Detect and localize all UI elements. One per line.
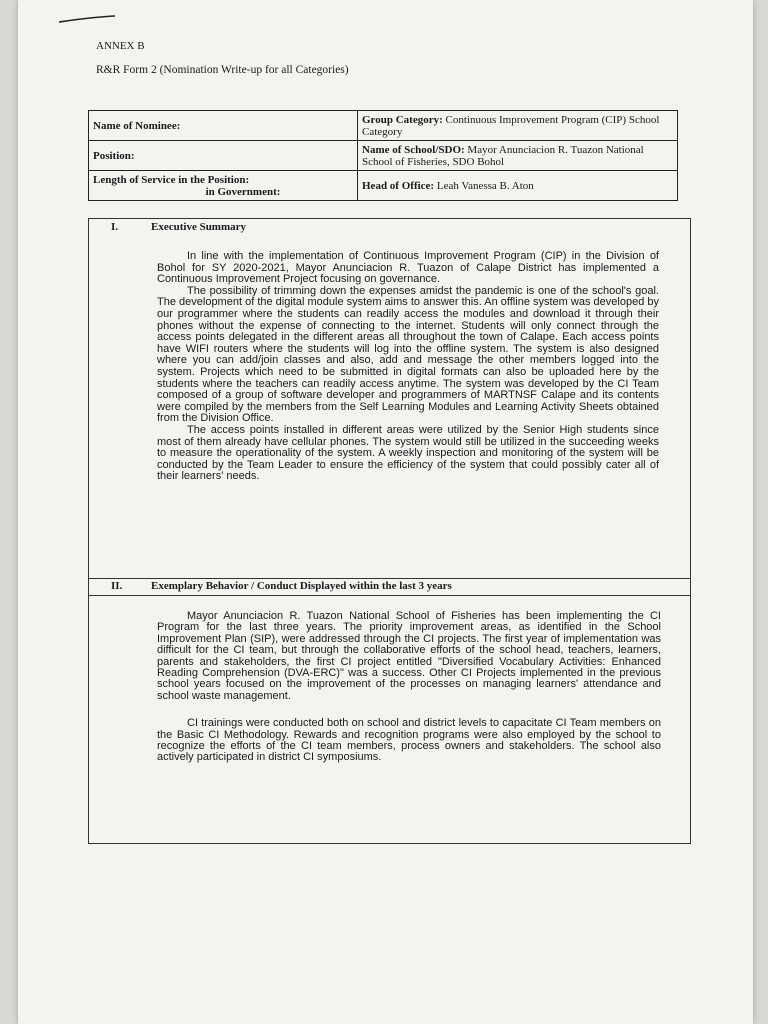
section-title: Executive Summary	[151, 221, 247, 233]
paragraph: The possibility of trimming down the expenses amidst the pandemic is one of the school's goal. The development of the digital module system aims to answer this. An offline system was developed by our programmer where the students can readily access the modules and download it through their phones without the expense of connecting to the internet. Students will only connect through the access points delegated in the different areas all throughout the town of Calape. Each access points have WIFI routers where the students will log into the offline system. The system is also designed where you can add/join classes and also, add and message the other members logged into the system. Projects which need to be submitted in digital formats can also be uploaded here by the students where the teachers can readily access anytime. The system was developed by the CI Team composed of a group of software developer and programmers of MARTNSF Calape and its contents were compiled by the members from the Self Learning Modules and Learning Activity Sheets obtained from the Division Office.	[157, 284, 659, 425]
paragraph: CI trainings were conducted both on school and district levels to capacitate CI Team members on the Basic CI Methodology. Rewards and recognition programs were also employed by the school to recognize the efforts of the CI team members, process owners and stakeholders. The school also actively participated in district CI symposiums.	[157, 717, 661, 764]
section-number: II.	[111, 580, 123, 592]
head-office-label: Head of Office:	[362, 179, 435, 192]
table-row	[89, 141, 678, 171]
exemplary-behavior-text	[157, 611, 661, 764]
section-heading-executive-summary	[89, 221, 690, 235]
service-label-line2: in Government:	[205, 185, 281, 198]
table-row	[89, 111, 678, 141]
school-label: Name of School/SDO:	[362, 143, 465, 156]
writeup-box	[88, 218, 691, 844]
annex-label: ANNEX B	[96, 40, 145, 52]
nominee-label: Name of Nominee:	[89, 111, 358, 141]
section-heading-exemplary-behavior	[89, 578, 690, 596]
section-number: I.	[111, 221, 119, 233]
paragraph: In line with the implementation of Continuous Improvement Program (CIP) in the Division of Bohol for SY 2020-2021, Mayor Anunciacion R. Tuazon of Calape District has implemented a Continuous Improvement Project focusing on governance.	[157, 250, 659, 286]
nominee-info-table	[88, 110, 678, 201]
head-office-cell	[358, 171, 678, 201]
group-category-value: Continuous Improvement Program (CIP) School Category	[362, 113, 660, 138]
form-title: R&R Form 2 (Nomination Write-up for all Categories)	[96, 64, 349, 76]
position-label: Position:	[89, 141, 358, 171]
group-category-cell	[358, 111, 678, 141]
pen-stroke-mark	[58, 14, 116, 24]
head-office-value: Leah Vanessa B. Aton	[436, 179, 534, 192]
paragraph: The access points installed in different areas were utilized by the Senior High students since most of them already have cellular phones. The system would still be utilized in the succeeding weeks to measure the operationality of the system. A weekly inspection and monitoring of the system will be conducted by the Team Leader to ensure the efficiency of the system that could possibly cater all of their learners' needs.	[157, 423, 659, 483]
school-cell	[358, 141, 678, 171]
document-page	[18, 0, 753, 1024]
paragraph: Mayor Anunciacion R. Tuazon National School of Fisheries has been implementing the CI Program for the last three years. The priority improvement areas, as identified in the School Improvement Plan (SIP), were addressed through the CI projects. The first year of implementation was difficult for the CI team, but through the collaborative efforts of the school head, teachers, learners, parents and stakeholders, the first CI project entitled "Diversified Vocabulary Activities: Enhanced Reading Comprehension (DVA-ERC)" was a success. Other CI Projects implemented in the previous school years focused on the improvement of the processes on managing learners' attendance and school waste management.	[157, 610, 661, 702]
executive-summary-text	[157, 251, 659, 483]
group-category-label: Group Category:	[362, 113, 443, 126]
service-label-cell	[89, 171, 358, 201]
table-row	[89, 171, 678, 201]
school-value: Mayor Anunciacion R. Tuazon National School of Fisheries, SDO Bohol	[362, 143, 644, 168]
service-label-line1: Length of Service in the Position:	[93, 173, 250, 186]
section-title: Exemplary Behavior / Conduct Displayed within the last 3 years	[151, 580, 452, 592]
